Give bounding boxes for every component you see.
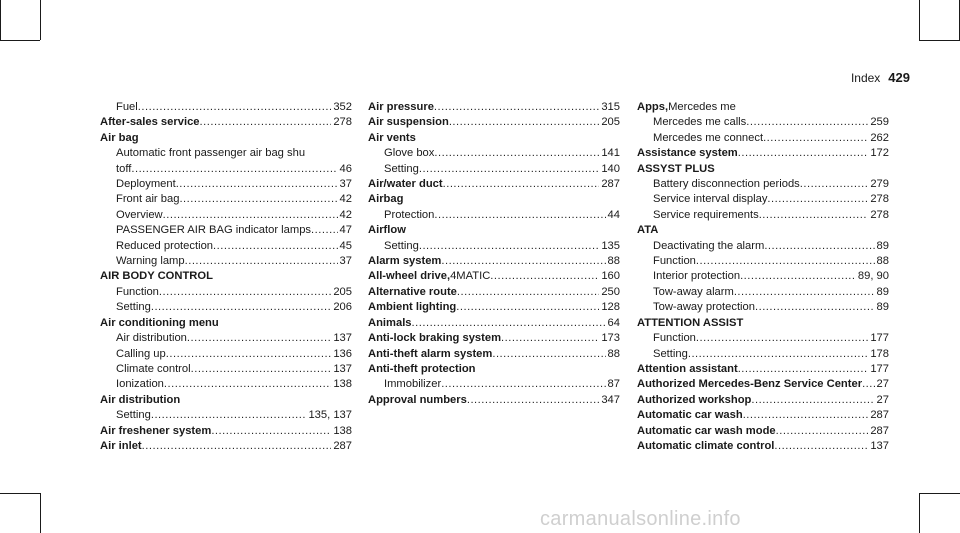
entry-label: Battery disconnection periods — [653, 178, 800, 191]
entry-label: Attention assistant — [637, 362, 738, 375]
entry-page-ref: 287 — [333, 439, 352, 452]
crop-mark-top-left-v2 — [0, 0, 1, 40]
index-subentry — [637, 254, 889, 269]
entry-label: Alternative route — [368, 285, 457, 298]
entry-label: Automatic front passenger air bag shu — [116, 147, 306, 160]
entry-label: Air/water duct — [368, 178, 443, 191]
index-subentry — [100, 362, 352, 377]
entry-page-ref: 88 — [607, 255, 620, 268]
entry-page-ref: 44 — [607, 208, 620, 221]
index-subentry — [368, 239, 620, 254]
entry-label: Deactivating the alarm — [653, 239, 765, 252]
index-entry — [368, 223, 620, 238]
entry-page-ref: 37 — [339, 255, 352, 268]
index-entry — [368, 131, 620, 146]
entry-page-ref: 89 — [876, 239, 889, 252]
entry-page-ref: 279 — [870, 178, 889, 191]
entry-page-ref: 173 — [601, 332, 620, 345]
index-entry — [100, 269, 352, 284]
leader-dots — [776, 424, 869, 439]
entry-label: After-sales service — [100, 116, 200, 129]
leader-dots — [151, 408, 307, 423]
entry-label: Interior protection — [653, 270, 741, 283]
entry-label: Air conditioning menu — [100, 316, 219, 329]
entry-label: Overview — [116, 208, 163, 221]
leader-dots — [734, 285, 875, 300]
entry-label: Air distribution — [100, 393, 181, 406]
entry-label: Protection — [384, 208, 435, 221]
index-entry — [368, 285, 620, 300]
entry-label: Setting — [116, 409, 151, 422]
entry-label: Air bag — [100, 131, 139, 144]
entry-label: AIR BODY CONTROL — [100, 270, 213, 283]
entry-page-ref: 278 — [333, 116, 352, 129]
entry-label: ASSYST PLUS — [637, 162, 715, 175]
index-entry — [637, 377, 889, 392]
leader-dots — [767, 192, 868, 207]
entry-page-ref: 88 — [607, 347, 620, 360]
index-column-1 — [100, 100, 352, 454]
entry-page-ref: 135 — [601, 239, 620, 252]
entry-page-ref: 27 — [876, 393, 889, 406]
leader-dots — [191, 362, 332, 377]
leader-dots — [419, 162, 599, 177]
index-subentry — [368, 208, 620, 223]
index-entry — [637, 316, 889, 331]
index-entry — [637, 362, 889, 377]
entry-label: PASSENGER AIR BAG indicator lamps — [116, 224, 312, 237]
index-entry — [368, 300, 620, 315]
index-entry — [368, 192, 620, 207]
crop-mark-bottom-left-v — [40, 493, 41, 533]
entry-page-ref: 287 — [601, 178, 620, 191]
leader-dots — [434, 208, 605, 223]
index-subentry — [637, 208, 889, 223]
entry-label: Air suspension — [368, 116, 449, 129]
entry-label: Setting — [116, 301, 151, 314]
page-header — [810, 70, 910, 85]
entry-label: Front air bag — [116, 193, 180, 206]
entry-label: Tow-away protection — [653, 301, 755, 314]
leader-dots — [746, 115, 868, 130]
leader-dots — [412, 316, 606, 331]
entry-label: Setting — [653, 347, 688, 360]
index-entry — [100, 115, 352, 130]
entry-label: Automatic car wash — [637, 409, 743, 422]
entry-label: Ionization — [116, 378, 164, 391]
leader-dots — [131, 162, 337, 177]
index-entry — [368, 316, 620, 331]
index-subentry — [637, 115, 889, 130]
entry-label-extra: Mercedes me — [668, 101, 736, 113]
entry-page-ref: 137 — [333, 362, 352, 375]
entry-page-ref: 27 — [876, 378, 889, 391]
crop-mark-top-right-v — [919, 0, 920, 40]
index-column-3 — [637, 100, 889, 454]
leader-dots — [211, 424, 331, 439]
entry-label: Service requirements — [653, 208, 759, 221]
entry-label: ATTENTION ASSIST — [637, 316, 744, 329]
entry-page-ref: 262 — [870, 131, 889, 144]
entry-label: Mercedes me calls — [653, 116, 747, 129]
index-entry — [368, 331, 620, 346]
leader-dots — [688, 347, 868, 362]
leader-dots — [449, 115, 600, 130]
leader-dots — [755, 300, 875, 315]
entry-page-ref: 177 — [870, 362, 889, 375]
entry-page-ref: 64 — [607, 316, 620, 329]
entry-page-ref: 172 — [870, 147, 889, 160]
entry-label: Mercedes me connect — [653, 131, 764, 144]
leader-dots — [142, 439, 332, 454]
leader-dots — [441, 377, 605, 392]
entry-page-ref: 135, 137 — [308, 409, 352, 422]
index-subentry — [100, 300, 352, 315]
entry-page-ref: 89, 90 — [857, 270, 889, 283]
index-subentry — [637, 192, 889, 207]
entry-label: Warning lamp — [116, 255, 185, 268]
entry-label: Function — [653, 332, 696, 345]
entry-page-ref: 278 — [870, 193, 889, 206]
entry-page-ref: 287 — [870, 409, 889, 422]
index-subentry — [100, 192, 352, 207]
entry-page-ref: 287 — [870, 424, 889, 437]
index-subentry — [637, 300, 889, 315]
index-entry — [100, 424, 352, 439]
leader-dots — [434, 100, 599, 115]
crop-mark-bottom-right-h — [919, 493, 960, 494]
entry-page-ref: 89 — [876, 285, 889, 298]
leader-dots — [738, 146, 869, 161]
index-subentry — [100, 377, 352, 392]
entry-page-ref: 128 — [601, 301, 620, 314]
entry-label: Animals — [368, 316, 412, 329]
leader-dots — [490, 269, 599, 284]
entry-label-extra: 4MATIC — [450, 270, 491, 283]
index-entry — [637, 393, 889, 408]
leader-dots — [187, 331, 331, 346]
index-entry — [100, 131, 352, 146]
leader-dots — [738, 362, 869, 377]
index-entry — [368, 393, 620, 408]
leader-dots — [751, 393, 874, 408]
leader-dots — [434, 146, 599, 161]
index-subentry — [100, 331, 352, 346]
crop-mark-bottom-right-v — [919, 493, 920, 533]
leader-dots — [862, 377, 874, 392]
index-entry — [368, 115, 620, 130]
index-subentry — [100, 208, 352, 223]
entry-page-ref: 89 — [876, 301, 889, 314]
index-subentry — [100, 347, 352, 362]
leader-dots — [492, 347, 605, 362]
entry-page-ref: 347 — [601, 393, 620, 406]
entry-page-ref: 140 — [601, 162, 620, 175]
entry-page-ref: 250 — [601, 285, 620, 298]
leader-dots — [164, 377, 331, 392]
index-subentry — [100, 146, 352, 161]
entry-label: Setting — [384, 239, 419, 252]
entry-label: All-wheel drive, — [368, 270, 451, 283]
entry-label: Reduced protection — [116, 239, 214, 252]
index-entry — [637, 408, 889, 423]
entry-page-ref: 42 — [339, 193, 352, 206]
entry-label: Assistance system — [637, 147, 738, 160]
index-subentry — [637, 269, 889, 284]
entry-page-ref: 138 — [333, 378, 352, 391]
entry-label: Anti-theft alarm system — [368, 347, 493, 360]
entry-page-ref: 259 — [870, 116, 889, 129]
entry-page-ref: 45 — [339, 239, 352, 252]
leader-dots — [759, 208, 869, 223]
index-subentry — [637, 331, 889, 346]
entry-label: Setting — [384, 162, 419, 175]
entry-label: Air freshener system — [100, 424, 212, 437]
entry-label: Automatic car wash mode — [637, 424, 776, 437]
leader-dots — [696, 254, 875, 269]
entry-label: Alarm system — [368, 255, 442, 268]
index-entry — [368, 347, 620, 362]
leader-dots — [740, 269, 856, 284]
entry-label: Immobilizer — [384, 378, 442, 391]
entry-label: Tow-away alarm — [653, 285, 734, 298]
entry-label: Automatic climate control — [637, 439, 775, 452]
leader-dots — [696, 331, 868, 346]
entry-page-ref: 137 — [333, 332, 352, 345]
entry-label: Anti-theft protection — [368, 362, 476, 375]
index-subentry — [637, 177, 889, 192]
entry-page-ref: 137 — [870, 439, 889, 452]
entry-label: Ambient lighting — [368, 301, 457, 314]
entry-label: Airflow — [368, 224, 406, 237]
entry-page-ref: 315 — [601, 101, 620, 113]
page-number: 429 — [888, 70, 910, 85]
index-entry — [100, 393, 352, 408]
leader-dots — [467, 393, 599, 408]
entry-page-ref: 87 — [607, 378, 620, 391]
leader-dots — [200, 115, 332, 130]
entry-label: Anti-lock braking system — [368, 332, 502, 345]
index-subentry — [368, 377, 620, 392]
entry-page-ref: 138 — [333, 424, 352, 437]
leader-dots — [457, 285, 599, 300]
entry-page-ref: 136 — [333, 347, 352, 360]
index-column-2 — [368, 100, 620, 408]
index-entry — [368, 362, 620, 377]
entry-label: Air pressure — [368, 101, 434, 113]
leader-dots — [138, 100, 332, 115]
leader-dots — [774, 439, 868, 454]
leader-dots — [185, 254, 338, 269]
entry-label: Air distribution — [116, 332, 187, 345]
index-subentry — [637, 285, 889, 300]
crop-mark-top-left-h — [0, 40, 40, 41]
index-subentry — [100, 239, 352, 254]
index-subentry — [100, 408, 352, 423]
index-entry — [368, 100, 620, 115]
index-entry — [368, 269, 620, 284]
entry-label: Fuel — [116, 101, 138, 113]
leader-dots — [743, 408, 869, 423]
entry-label: Authorized Mercedes-Benz Service Center — [637, 378, 863, 391]
index-subentry — [100, 223, 352, 238]
entry-page-ref: 205 — [601, 116, 620, 129]
index-subentry — [100, 100, 352, 115]
leader-dots — [763, 131, 868, 146]
index-subentry — [100, 162, 352, 177]
index-subentry — [637, 131, 889, 146]
entry-label: Air inlet — [100, 439, 142, 452]
entry-label: Authorized workshop — [637, 393, 752, 406]
crop-mark-bottom-left-h — [0, 493, 40, 494]
entry-page-ref: 88 — [876, 255, 889, 268]
index-subentry — [637, 347, 889, 362]
entry-label: Climate control — [116, 362, 191, 375]
index-subentry — [368, 162, 620, 177]
entry-page-ref: 206 — [333, 301, 352, 314]
entry-label: Approval numbers — [368, 393, 467, 406]
leader-dots — [501, 331, 599, 346]
index-entry — [100, 316, 352, 331]
index-entry — [100, 439, 352, 454]
entry-page-ref: 352 — [333, 101, 352, 113]
entry-label: Apps, — [637, 101, 669, 113]
entry-label: Function — [116, 285, 159, 298]
entry-label: toff — [116, 162, 132, 175]
leader-dots — [166, 347, 332, 362]
watermark: carmanualsonline.info — [540, 508, 741, 530]
entry-page-ref: 278 — [870, 208, 889, 221]
entry-label: Function — [653, 255, 696, 268]
index-subentry — [100, 254, 352, 269]
leader-dots — [800, 177, 869, 192]
index-subentry — [100, 177, 352, 192]
index-entry — [368, 254, 620, 269]
leader-dots — [179, 192, 337, 207]
crop-mark-top-left-v — [40, 0, 41, 40]
leader-dots — [441, 254, 605, 269]
index-entry — [368, 177, 620, 192]
entry-page-ref: 160 — [601, 270, 620, 283]
leader-dots — [163, 208, 338, 223]
leader-dots — [419, 239, 599, 254]
leader-dots — [151, 300, 331, 315]
index-entry — [637, 100, 889, 115]
index-entry — [637, 223, 889, 238]
leader-dots — [456, 300, 599, 315]
leader-dots — [176, 177, 338, 192]
leader-dots — [311, 223, 338, 238]
entry-page-ref: 177 — [870, 332, 889, 345]
entry-label: Air vents — [368, 131, 416, 144]
entry-page-ref: 37 — [339, 178, 352, 191]
index-subentry — [368, 146, 620, 161]
entry-label: Glove box — [384, 147, 435, 160]
entry-label: Airbag — [368, 193, 404, 206]
index-subentry — [100, 285, 352, 300]
leader-dots — [443, 177, 600, 192]
entry-page-ref: 47 — [339, 224, 352, 237]
index-entry — [637, 424, 889, 439]
entry-page-ref: 42 — [339, 208, 352, 221]
entry-page-ref: 178 — [870, 347, 889, 360]
entry-label: Deployment — [116, 178, 176, 191]
entry-label: Calling up — [116, 347, 166, 360]
section-title: Index — [850, 71, 881, 85]
leader-dots — [159, 285, 331, 300]
index-subentry — [637, 239, 889, 254]
entry-page-ref: 46 — [339, 162, 352, 175]
index-entry — [637, 162, 889, 177]
index-entry — [637, 439, 889, 454]
entry-page-ref: 205 — [333, 285, 352, 298]
index-entry — [637, 146, 889, 161]
entry-page-ref: 141 — [601, 147, 620, 160]
entry-label: ATA — [637, 224, 659, 237]
leader-dots — [213, 239, 338, 254]
entry-label: Service interval display — [653, 193, 768, 206]
leader-dots — [764, 239, 874, 254]
crop-mark-top-right-h — [919, 40, 960, 41]
